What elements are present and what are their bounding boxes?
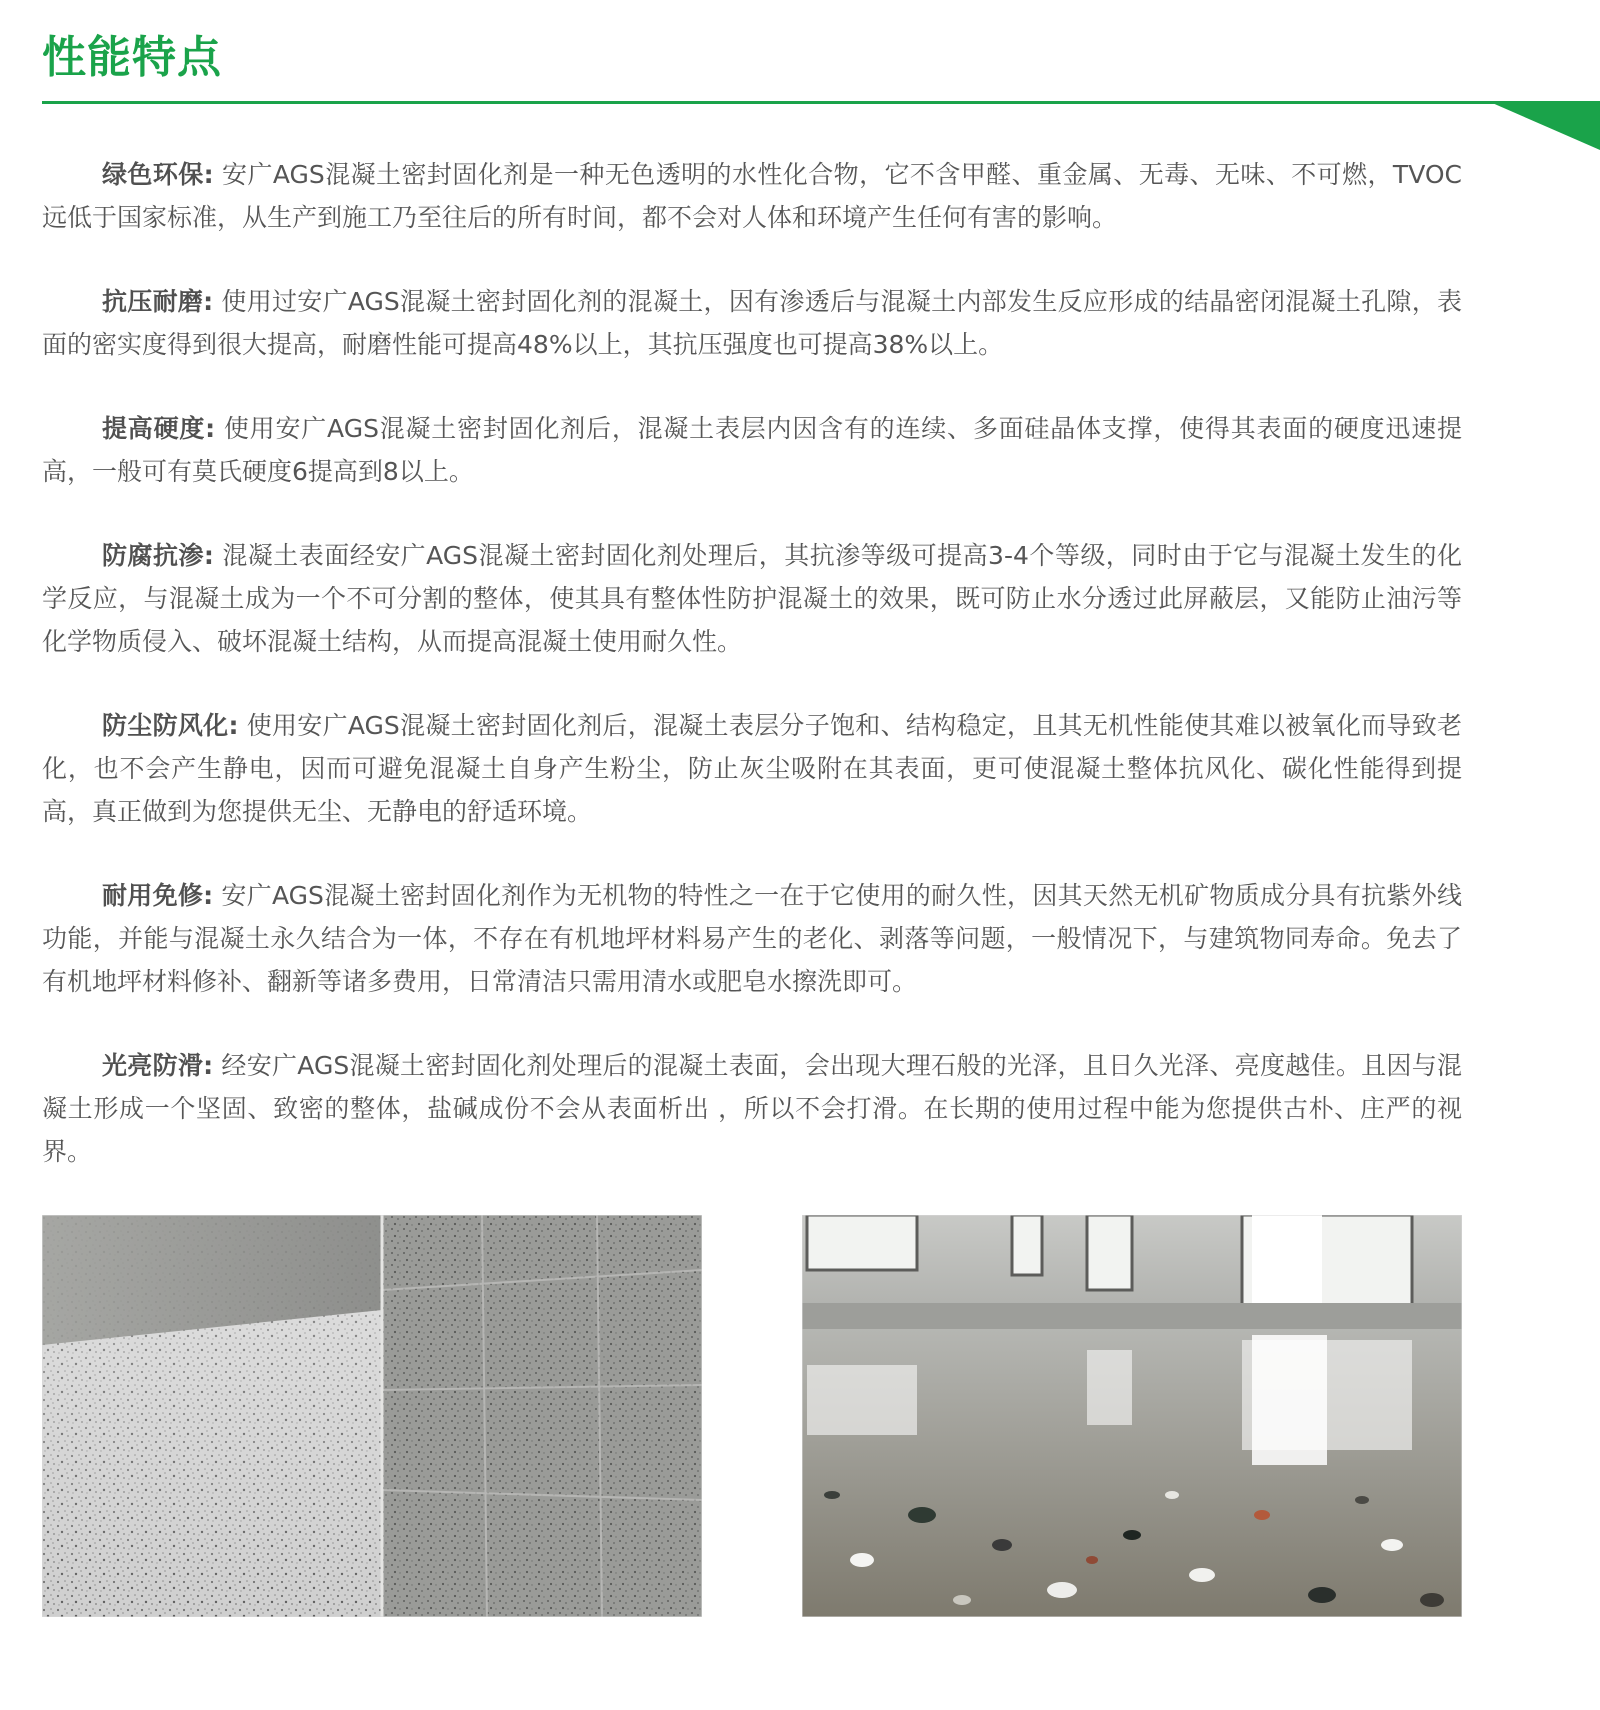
feature-text: 使用安广AGS混凝土密封固化剂后，混凝土表层内因含有的连续、多面硅晶体支撑，使得其表面的硬度迅速提高，一般可有莫氏硬度6提高到8以上。: [42, 414, 1463, 486]
feature-label: 防尘防风化:: [102, 711, 239, 740]
polished-floor-closeup-photo: [42, 1215, 702, 1617]
feature-durable: [42, 874, 1462, 1003]
feature-compression-wear: [42, 280, 1462, 366]
feature-text: 使用过安广AGS混凝土密封固化剂的混凝土，因有渗透后与混凝土内部发生反应形成的结晶密闭混凝土孔隙，表面的密实度得到很大提高，耐磨性能可提高48%以上，其抗压强度也可提高38%以上。: [42, 287, 1463, 359]
feature-label: 防腐抗渗:: [102, 541, 214, 570]
feature-label: 抗压耐磨:: [102, 287, 214, 316]
feature-text: 混凝土表面经安广AGS混凝土密封固化剂处理后，其抗渗等级可提高3-4个等级，同时由于它与混凝土发生的化学反应，与混凝土成为一个不可分割的整体，使其具有整体性防护混凝土的效果，既可防止水分透过此屏蔽层，又能防止油污等化学物质侵入、破坏混凝土结构，从而提高混凝土使用耐久性。: [42, 541, 1462, 656]
corner-accent-triangle: [1490, 102, 1600, 150]
feature-dustproof: [42, 704, 1462, 833]
feature-label: 提高硬度:: [102, 414, 216, 443]
feature-gloss-antislip: [42, 1044, 1462, 1173]
feature-text: 安广AGS混凝土密封固化剂是一种无色透明的水性化合物，它不含甲醛、重金属、无毒、无味、不可燃，TVOC远低于国家标准，从生产到施工乃至往后的所有时间，都不会对人体和环境产生任何有害的影响。: [42, 160, 1462, 232]
feature-text: 安广AGS混凝土密封固化剂作为无机物的特性之一在于它使用的耐久性，因其天然无机矿物质成分具有抗紫外线功能，并能与混凝土永久结合为一体，不存在有机地坪材料易产生的老化、剥落等问题，一般情况下，与建筑物同寿命。免去了有机地坪材料修补、翻新等诸多费用，日常清洁只需用清水或肥皂水擦洗即可。: [42, 881, 1463, 996]
feature-text: 使用安广AGS混凝土密封固化剂后，混凝土表层分子饱和、结构稳定，且其无机性能使其难以被氧化而导致老化，也不会产生静电，因而可避免混凝土自身产生粉尘，防止灰尘吸附在其表面，更可使混凝土整体抗风化、碳化性能得到提高，真正做到为您提供无尘、无静电的舒适环境。: [42, 711, 1463, 826]
title-divider: [42, 101, 1600, 104]
polished-terrazzo-hall-photo: [802, 1215, 1462, 1617]
feature-label: 耐用免修:: [102, 881, 214, 910]
feature-text: 经安广AGS混凝土密封固化剂处理后的混凝土表面，会出现大理石般的光泽，且日久光泽、亮度越佳。且因与混凝土形成一个坚固、致密的整体，盐碱成份不会从表面析出 ，所以不会打滑。在长期的使用过程中能为您提供古朴、庄严的视界。: [42, 1051, 1463, 1166]
feature-label: 光亮防滑:: [102, 1051, 214, 1080]
section-title: 性能特点: [42, 32, 222, 83]
feature-green-eco: [42, 153, 1462, 239]
feature-list: [42, 153, 1462, 1214]
feature-hardness: [42, 407, 1462, 493]
feature-anticorrosion: [42, 534, 1462, 663]
feature-label: 绿色环保:: [102, 160, 214, 189]
